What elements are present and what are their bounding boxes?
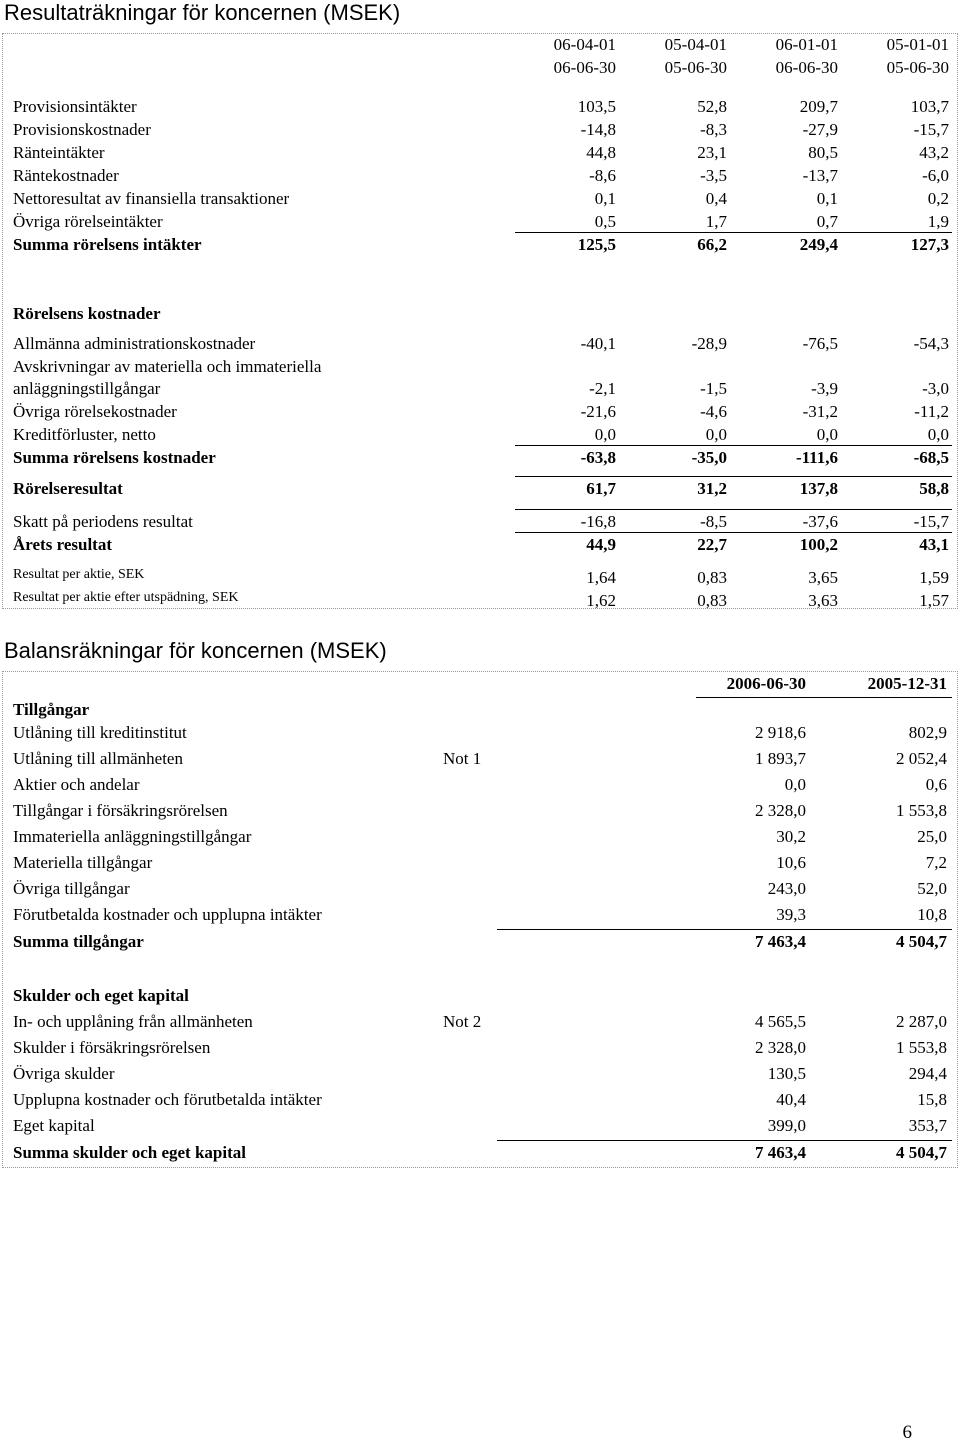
income-row-value: -68,5 [913, 448, 949, 467]
income-row-value: 0,0 [927, 425, 949, 444]
balance-row-value: 40,4 [776, 1090, 806, 1109]
income-row-value: 58,8 [919, 479, 949, 498]
income-row-label: Rörelseresultat [13, 479, 123, 498]
balance-row-value: 7,2 [925, 853, 947, 872]
income-row-value: 1,62 [586, 591, 616, 610]
period-header-from: 05-01-01 [886, 35, 949, 54]
income-row-value: -11,2 [914, 402, 949, 421]
income-row-value: 0,0 [816, 425, 838, 444]
income-row-value: 66,2 [697, 235, 727, 254]
balance-row-value: 2 328,0 [755, 1038, 806, 1057]
balance-row-label: Skulder och eget kapital [13, 986, 189, 1005]
income-row-label: Ränteintäkter [13, 143, 105, 162]
balance-row-label: Eget kapital [13, 1116, 95, 1135]
balance-row-value: 1 893,7 [755, 749, 806, 768]
income-row-value: 103,5 [577, 97, 616, 116]
income-row-value: 52,8 [697, 97, 727, 116]
income-row-value: -111,6 [795, 448, 838, 467]
income-row-value: 0,1 [594, 189, 616, 208]
period-header-from: 06-04-01 [553, 35, 616, 54]
balance-row-value: 802,9 [908, 723, 947, 742]
income-row-value: -37,6 [802, 512, 838, 531]
income-row-value: -3,9 [811, 379, 838, 398]
income-row-label: Övriga rörelseintäkter [13, 212, 163, 231]
balance-date-header: 2006-06-30 [726, 674, 806, 693]
sum-rule [497, 929, 952, 930]
balance-row-value: 4 504,7 [896, 1143, 947, 1162]
income-row-value: -31,2 [802, 402, 838, 421]
period-header-to: 06-06-30 [553, 58, 616, 77]
income-row-value: 1,9 [927, 212, 949, 231]
period-header-to: 05-06-30 [886, 58, 949, 77]
income-row-value: -35,0 [691, 448, 727, 467]
income-row-value: 0,4 [705, 189, 727, 208]
income-row-value: -13,7 [802, 166, 838, 185]
income-row-value: 23,1 [697, 143, 727, 162]
income-row-value: 127,3 [910, 235, 949, 254]
balance-row-value: 15,8 [917, 1090, 947, 1109]
income-row-value: 1,59 [919, 568, 949, 587]
balance-row-label: Utlåning till allmänheten [13, 749, 183, 768]
balance-row-value: 4 504,7 [896, 932, 947, 951]
balance-row-label: Tillgångar i försäkringsrörelsen [13, 801, 228, 820]
income-row-value: 0,0 [705, 425, 727, 444]
income-row-value: 43,1 [919, 535, 949, 554]
balance-date-header: 2005-12-31 [867, 674, 947, 693]
income-row-label: Skatt på periodens resultat [13, 512, 193, 531]
income-row-label: Avskrivningar av materiella och immateriella [13, 357, 322, 376]
balance-row-label: Övriga tillgångar [13, 879, 130, 898]
income-row-label: Provisionsintäkter [13, 97, 137, 116]
income-row-label: Årets resultat [13, 535, 112, 554]
sum-rule [515, 445, 952, 446]
balance-row-label: Tillgångar [13, 700, 90, 719]
income-row-value: 44,8 [586, 143, 616, 162]
balance-row-value: 4 565,5 [755, 1012, 806, 1031]
balance-row-value: 39,3 [776, 905, 806, 924]
income-row-value: 3,65 [808, 568, 838, 587]
sum-rule [515, 232, 952, 233]
income-row-value: 3,63 [808, 591, 838, 610]
income-row-value: 80,5 [808, 143, 838, 162]
balance-row-label: Förutbetalda kostnader och upplupna intäkter [13, 905, 322, 924]
income-row-value: 1,7 [705, 212, 727, 231]
income-row-value: 103,7 [910, 97, 949, 116]
income-row-value: 43,2 [919, 143, 949, 162]
income-row-value: -1,5 [700, 379, 727, 398]
sum-rule [515, 476, 952, 477]
income-row-label: Provisionskostnader [13, 120, 151, 139]
period-header-to: 05-06-30 [664, 58, 727, 77]
income-row-value: -54,3 [913, 334, 949, 353]
income-row-value: 0,5 [594, 212, 616, 231]
income-statement-title: Resultaträkningar för koncernen (MSEK) [4, 0, 401, 25]
income-row-value: -6,0 [922, 166, 949, 185]
balance-row-value: 7 463,4 [755, 932, 806, 951]
income-row-value: 100,2 [799, 535, 838, 554]
income-row-value: -76,5 [802, 334, 838, 353]
balance-sheet-title: Balansräkningar för koncernen (MSEK) [4, 638, 387, 663]
income-row-value: -8,5 [700, 512, 727, 531]
balance-row-label: Utlåning till kreditinstitut [13, 723, 187, 742]
income-row-value: 0,7 [816, 212, 838, 231]
income-row-value: -21,6 [580, 402, 616, 421]
income-row-value: 125,5 [577, 235, 616, 254]
note-reference: Not 1 [443, 749, 482, 768]
balance-row-label: In- och upplåning från allmänheten [13, 1012, 253, 1031]
balance-row-value: 2 918,6 [755, 723, 806, 742]
balance-row-value: 0,6 [925, 775, 947, 794]
income-row-value: 0,2 [927, 189, 949, 208]
income-row-value: 0,83 [697, 591, 727, 610]
income-row-label: anläggningstillgångar [13, 379, 161, 398]
income-row-value: 22,7 [697, 535, 727, 554]
income-row-label: Summa rörelsens kostnader [13, 448, 216, 467]
header-rule [696, 697, 952, 698]
income-row-value: 249,4 [799, 235, 838, 254]
balance-row-label: Immateriella anläggningstillgångar [13, 827, 252, 846]
income-row-label: Övriga rörelsekostnader [13, 402, 177, 421]
income-row-value: -2,1 [589, 379, 616, 398]
balance-row-value: 52,0 [917, 879, 947, 898]
balance-row-label: Skulder i försäkringsrörelsen [13, 1038, 211, 1057]
income-row-value: 31,2 [697, 479, 727, 498]
income-row-label: Resultat per aktie efter utspädning, SEK [13, 590, 239, 605]
page-number: 6 [902, 1422, 912, 1443]
income-row-value: 1,64 [586, 568, 616, 587]
note-reference: Not 2 [443, 1012, 482, 1031]
balance-row-value: 2 052,4 [896, 749, 947, 768]
income-row-value: -63,8 [580, 448, 616, 467]
balance-row-value: 1 553,8 [896, 801, 947, 820]
income-row-label: Nettoresultat av finansiella transaktioner [13, 189, 290, 208]
balance-row-value: 10,6 [776, 853, 806, 872]
balance-row-value: 25,0 [917, 827, 947, 846]
balance-row-value: 243,0 [767, 879, 806, 898]
income-row-label: Kreditförluster, netto [13, 425, 156, 444]
sum-rule [515, 509, 952, 510]
income-row-label: Allmänna administrationskostnader [13, 334, 256, 353]
income-row-value: -27,9 [802, 120, 838, 139]
sum-rule [497, 1140, 952, 1141]
balance-row-label: Aktier och andelar [13, 775, 140, 794]
income-row-value: -16,8 [580, 512, 616, 531]
sum-rule [515, 532, 952, 533]
income-row-value: 44,9 [586, 535, 616, 554]
income-row-value: -14,8 [580, 120, 616, 139]
period-header-from: 06-01-01 [775, 35, 838, 54]
income-row-value: 209,7 [799, 97, 838, 116]
balance-row-value: 30,2 [776, 827, 806, 846]
income-row-value: -4,6 [700, 402, 727, 421]
income-row-value: 0,1 [816, 189, 838, 208]
income-row-value: -3,5 [700, 166, 727, 185]
income-row-value: 1,57 [919, 591, 949, 610]
income-row-label: Räntekostnader [13, 166, 119, 185]
balance-row-value: 0,0 [784, 775, 806, 794]
income-row-label: Resultat per aktie, SEK [13, 567, 145, 582]
balance-row-value: 294,4 [908, 1064, 947, 1083]
balance-row-label: Upplupna kostnader och förutbetalda intäkter [13, 1090, 322, 1109]
period-header-from: 05-04-01 [664, 35, 727, 54]
balance-row-value: 399,0 [767, 1116, 806, 1135]
balance-row-label: Summa skulder och eget kapital [13, 1143, 246, 1162]
income-row-value: 61,7 [586, 479, 616, 498]
income-row-value: 0,83 [697, 568, 727, 587]
balance-row-label: Materiella tillgångar [13, 853, 153, 872]
balance-row-value: 353,7 [908, 1116, 947, 1135]
income-row-value: -40,1 [580, 334, 616, 353]
income-row-label: Summa rörelsens intäkter [13, 235, 202, 254]
income-row-value: -28,9 [691, 334, 727, 353]
income-row-value: -15,7 [913, 120, 949, 139]
income-row-value: 137,8 [799, 479, 838, 498]
balance-row-value: 7 463,4 [755, 1143, 806, 1162]
income-row-value: 0,0 [594, 425, 616, 444]
balance-row-label: Summa tillgångar [13, 932, 144, 951]
balance-row-value: 10,8 [917, 905, 947, 924]
balance-row-value: 130,5 [767, 1064, 806, 1083]
balance-row-value: 2 287,0 [896, 1012, 947, 1031]
balance-row-value: 2 328,0 [755, 801, 806, 820]
income-row-value: -3,0 [922, 379, 949, 398]
income-row-value: -15,7 [913, 512, 949, 531]
balance-row-value: 1 553,8 [896, 1038, 947, 1057]
income-row-value: -8,6 [589, 166, 616, 185]
balance-row-label: Övriga skulder [13, 1064, 115, 1083]
period-header-to: 06-06-30 [775, 58, 838, 77]
income-row-label: Rörelsens kostnader [13, 304, 161, 323]
income-row-value: -8,3 [700, 120, 727, 139]
